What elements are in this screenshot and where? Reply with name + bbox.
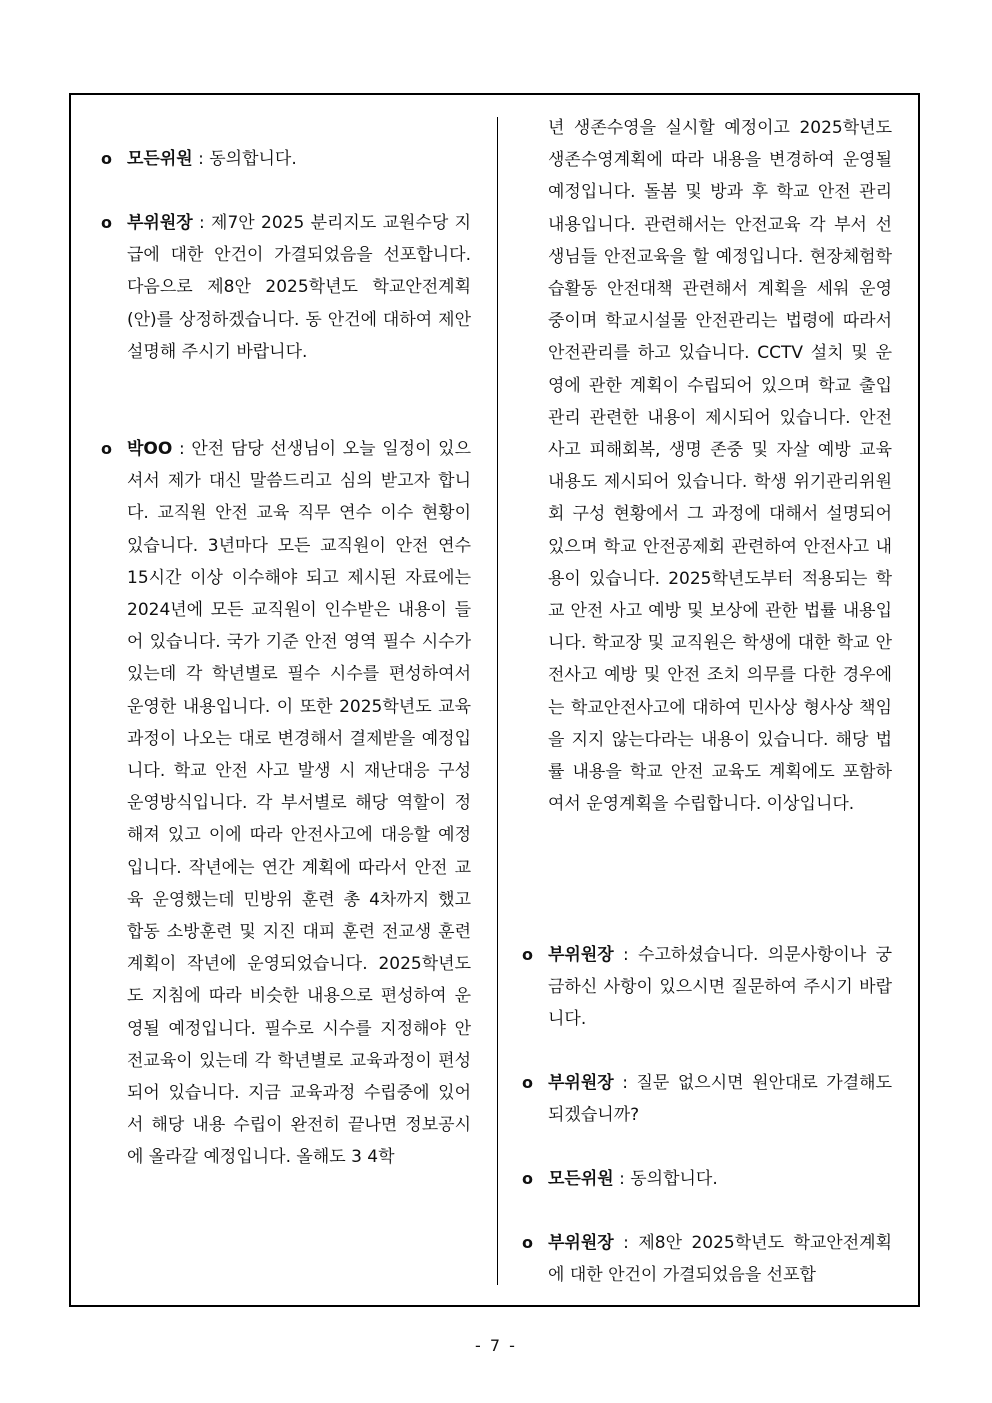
- statement-text: : 제7안 2025 분리지도 교원수당 지급에 대한 안건이 가결되었음을 선포합니다. 다음으로 제8안 2025학년도 학교안전계획(안)를 상정하겠습니다. 동 안건에 대하여 제안설명해 주시기 바랍니다.: [127, 213, 471, 362]
- statement-text: : 제8안 2025학년도 학교안전계획에 대한 안건이 가결되었음을 선포합: [548, 1233, 892, 1286]
- speaker-name: 모든위원: [127, 149, 193, 169]
- statement-text: : 동의합니다.: [192, 149, 297, 169]
- statement-text: : 안전 담당 선생님이 오늘 일정이 있으셔서 제가 대신 말씀드리고 심의 받고자 합니다. 교직원 안전 교육 직무 연수 이수 현황이 있습니다. 3년마다 모든 교직원이 안전 연수 15시간 이상 이수해야 되고 제시된 자료에는 2024년에 모든 교직원이 인수받은 내용이 들어 있습니다. 국가 기준 안전 영역 필수 시수가 있는데 각 학년별로 필수 시수를 편성하여서 운영한 내용입니다. 이 또한 2025학년도 교육과정이 나오는 대로 변경해서 결제받을 예정입니다. 학교 안전 사고 발생 시 재난대응 구성 운영방식입니다. 각 부서별로 해당 역할이 정해져 있고 이에 따라 안전사고에 대응할 예정입니다. 작년에는 연간 계획에 따라서 안전 교육 운영했는데 민방위 훈련 총 4차까지 했고 합동 소방훈련 및 지진 대피 훈련 전교생 훈련 계획이 작년에 운영되었습니다. 2025학년도도 지침에 따라 비슷한 내용으로 편성하여 운영될 예정입니다. 필수로 시수를 지정해야 안전교육이 있는데 각 학년별로 교육과정이 편성되어 있습니다. 지금 교육과정 수립중에 있어서 해당 내용 수립이 완전히 끝나면 정보공시에 올라갈 예정입니다. 올해도 3 4학: [127, 439, 471, 1168]
- document-frame: [69, 93, 920, 1307]
- minutes-entry: [520, 939, 892, 1036]
- speaker-name: 부위원장: [127, 213, 193, 233]
- statement-text: : 수고하셨습니다. 의문사항이나 궁금하신 사항이 있으시면 질문하여 주시기 바랍니다.: [548, 945, 892, 1030]
- minutes-entry: [99, 433, 471, 1174]
- minutes-entry: [99, 143, 471, 175]
- bullet-marker: o: [101, 439, 112, 458]
- bullet-marker: o: [522, 945, 533, 964]
- statement-text: : 질문 없으시면 원안대로 가결해도 되겠습니까?: [548, 1073, 892, 1126]
- bullet-marker: o: [101, 149, 112, 168]
- minutes-entry: [520, 1163, 892, 1195]
- continued-statement: 년 생존수영을 실시할 예정이고 2025학년도 생존수영계획에 따라 내용을 변경하여 운영될 예정입니다. 돌봄 및 방과 후 학교 안전 관리 내용입니다. 관련해서는 안전교육 각 부서 선생님들 안전교육을 할 예정입니다. 현장체험학습활동 안전대책 관련해서 계획을 세워 운영 중이며 학교시설물 안전관리는 법령에 따라서 안전관리를 하고 있습니다. CCTV 설치 및 운영에 관한 계획이 수립되어 있으며 학교 출입관리 관련한 내용이 제시되어 있습니다. 안전사고 피해회복, 생명 존중 및 자살 예방 교육 내용도 제시되어 있습니다. 학생 위기관리위원회 구성 현황에서 그 과정에 대해서 설명되어 있으며 학교 안전공제회 관련하여 안전사고 내용이 있습니다. 2025학년도부터 적용되는 학교 안전 사고 예방 및 보상에 관한 법률 내용입니다. 학교장 및 교직원은 학생에 대한 학교 안전사고 예방 및 안전 조치 의무를 다한 경우에는 학교안전사고에 대하여 민사상 형사상 책임을 지지 않는다라는 내용이 있습니다. 해당 법률 내용을 학교 안전 교육도 계획에도 포함하여서 운영계획을 수립합니다. 이상입니다.: [548, 118, 892, 815]
- bullet-marker: o: [522, 1073, 533, 1092]
- bullet-marker: o: [522, 1233, 533, 1252]
- column-divider: [497, 117, 498, 1285]
- minutes-entry: [99, 207, 471, 368]
- speaker-name: 부위원장: [548, 1073, 614, 1093]
- minutes-entry: [520, 1067, 892, 1131]
- speaker-name: 부위원장: [548, 1233, 614, 1253]
- speaker-name: 부위원장: [548, 945, 614, 965]
- minutes-entry: [520, 1227, 892, 1291]
- speaker-name: 모든위원: [548, 1169, 614, 1189]
- bullet-marker: o: [101, 213, 112, 232]
- page-number: - 7 -: [475, 1336, 517, 1355]
- bullet-marker: o: [522, 1169, 533, 1188]
- statement-text: : 동의합니다.: [613, 1169, 718, 1189]
- speaker-name: 박OO: [127, 439, 173, 459]
